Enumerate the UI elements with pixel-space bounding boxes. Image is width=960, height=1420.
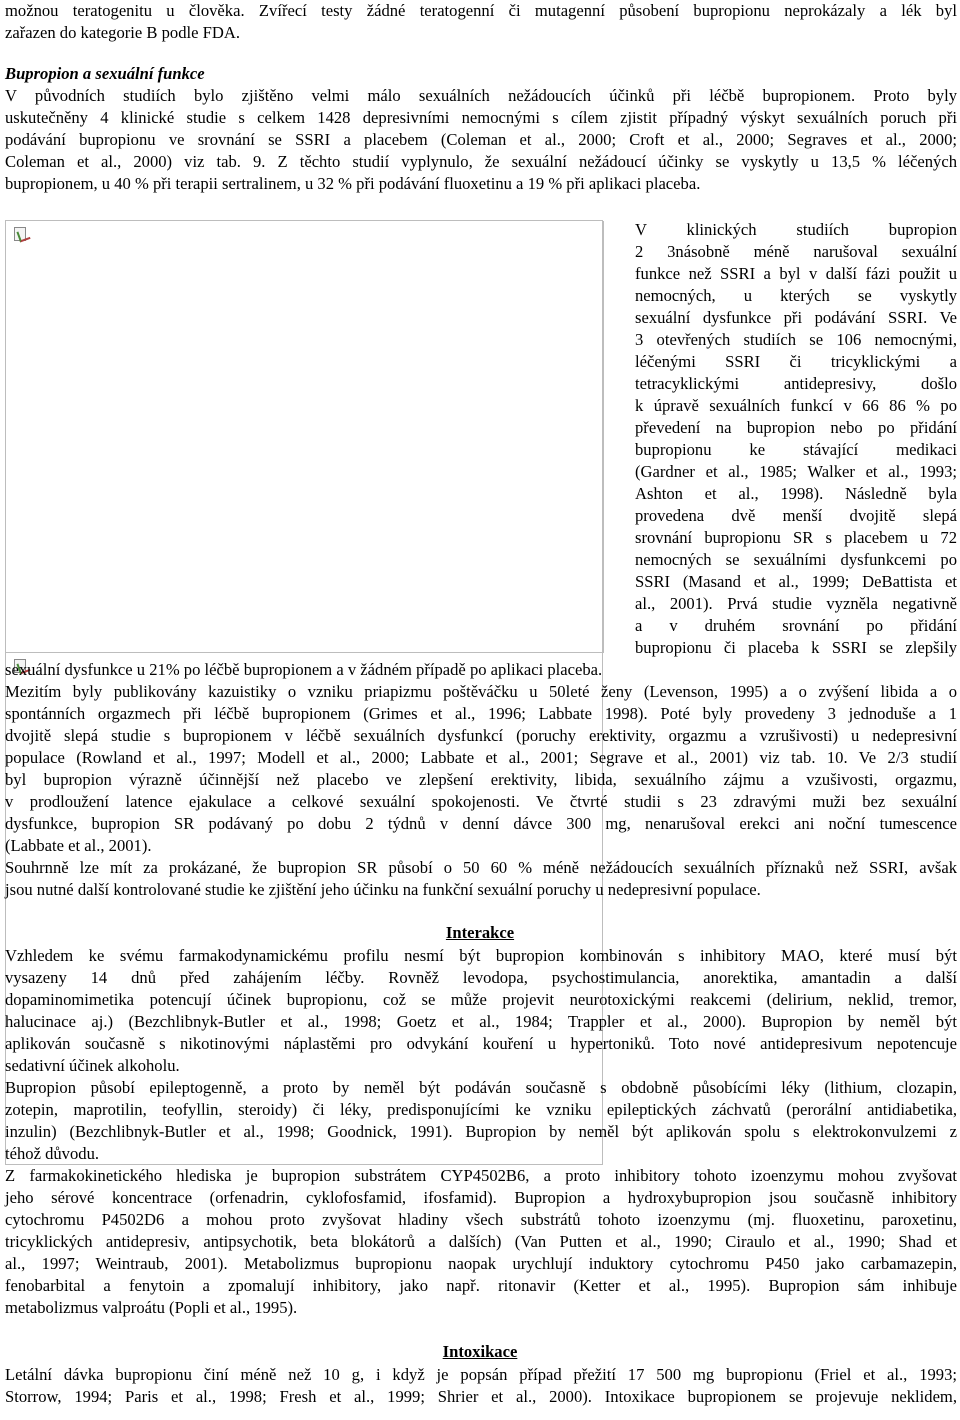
text-line: podávání bupropionu ve srovnání se SSRI a placebem (Coleman et al., 2000; Croft et al., 2000; Segraves et al., 2000; — [5, 130, 957, 149]
text-line: Letální dávka bupropionu činí méně než 10 g, i když je popsán případ přežití 17 500 mg bupropionu (Friel et al., 1993; — [5, 1365, 957, 1384]
text-line: tricyklických antidepresiv, antipsychotik, beta blokátorů a dalších) (Van Putten et al., 1990; Ciraulo et al., 1990; Shad et — [5, 1232, 957, 1251]
text-line: zotepin, maprotilin, teofyllin, steroidy) či léky, predisponujícími ke vzniku epileptických záchvatů (perorální antidiabetika, — [5, 1100, 957, 1119]
text-line: metabolizmus valproátu (Popli et al., 1995). — [5, 1298, 298, 1317]
text-line: spontánních orgazmech při léčbě bupropionem (Grimes et al., 1996; Labbate 1998). Poté byly provedeny 3 jednoduše a 1 — [5, 704, 957, 723]
column-line: k úpravě sexuálních funkcí v 66 86 % po — [635, 396, 957, 415]
section-title-interakce: Interakce — [445, 923, 515, 942]
text-line: zařazen do kategorie B podle FDA. — [5, 23, 240, 42]
column-line: tetracyklickými antidepresivy, došlo — [635, 374, 957, 393]
text-line: dysfunkce, bupropion SR podávaný po dobu 2 týdnů v denní dávce 300 mg, nenarušoval erekci ani noční tumescence — [5, 814, 957, 833]
column-line: a v druhém srovnání po přidání — [635, 616, 957, 635]
column-line: bupropionu ke stávající medikaci — [635, 440, 957, 459]
text-line: Coleman et al., 2000) viz tab. 9. Z těchto studií vyplynulo, že sexuální nežádoucí účinky se vyskytly u 13,5 % léčených — [5, 152, 957, 171]
column-line: 2 3násobně méně narušoval sexuální — [635, 242, 957, 261]
text-line: Vzhledem ke svému farmakodynamickému profilu nesmí být bupropion kombinován s inhibitory MAO, které musí být — [5, 946, 957, 965]
text-line: Mezitím byly publikovány kazuistiky o vzniku priapizmu poštěváčku u 50leté ženy (Levenson, 1995) a o zvýšení libida a o — [5, 682, 957, 701]
column-line: sexuální dysfunkce při podávání SSRI. Ve — [635, 308, 957, 327]
text-line: fenobarbital a fenytoin a zpomalují inhibitory, jako např. ritonavir (Ketter et al., 1995). Bupropion sám inhibuje — [5, 1276, 957, 1295]
text-line: možnou teratogenitu u člověka. Zvířecí testy žádné teratogenní či mutagenní působení bupropionu neprokázaly a lék byl — [5, 1, 957, 20]
column-line: bupropionu či placeba k SSRI se zlepšily — [635, 638, 957, 657]
section-heading: Bupropion a sexuální funkce — [5, 64, 205, 83]
column-line: V klinických studiích bupropion — [635, 220, 957, 239]
text-line: byl bupropion výrazně účinnější než placebo ve zlepšení erektivity, libida, sexuálního zájmu a vzušivosti, orgazmu, — [5, 770, 957, 789]
text-line: Storrow, 1994; Paris et al., 1998; Fresh et al., 1999; Shrier et al., 2000). Intoxikace bupropionem se projevuje neklidem, — [5, 1387, 957, 1406]
column-line: nemocných, u kterých se vyskytly — [635, 286, 957, 305]
column-line: nemocných se sexuálními dysfunkcemi po — [635, 550, 957, 569]
broken-image-inner — [6, 221, 604, 653]
text-line: (Labbate et al., 2001). — [5, 836, 152, 855]
column-line: funkce než SSRI a byl v další fázi použit u — [635, 264, 957, 283]
text-line: halucinace aj.) (Bezchlibnyk-Butler et al., 1998; Goetz et al., 1984; Trappler et al., 2000). Bupropion by neměl být — [5, 1012, 957, 1031]
column-line: (Gardner et al., 1985; Walker et al., 1993; — [635, 462, 957, 481]
column-line: SSRI (Masand et al., 1999; DeBattista et — [635, 572, 957, 591]
text-line: dvojitě slepá studie s bupropionem v léčbě sexuálních dysfunkcí (poruchy erektivity, orgazmu a vzrušivosti) u nedepresivní — [5, 726, 957, 745]
text-line: jeho sérové koncentrace (orfenadrin, cyklofosfamid, ifosfamid). Bupropion a hydroxybupropion jsou současně inhibitory — [5, 1188, 957, 1207]
text-line: aplikován současně s nikotinovými náplastěmi pro odvykání kouření u hypertoniků. Toto nové antidepresivum nepotencuje — [5, 1034, 957, 1053]
text-line: sedativní účinek alkoholu. — [5, 1056, 180, 1075]
text-line: al., 1997; Weintraub, 2001). Metabolizmus bupropionu naopak urychlují induktory cytochromu P450 jako carbamazepin, — [5, 1254, 957, 1273]
text-line: populace (Rowland et al., 1997; Modell et al., 2000; Labbate et al., 2001; Segrave et al., 2001) viz tab. 10. Ve 2/3 studií — [5, 748, 957, 767]
text-line: dopaminomimetika potencují účinek bupropionu, což se může projevit neurotoxickými reakcemi (delirium, neklid, tremor, — [5, 990, 957, 1009]
text-line: V původních studiích bylo zjištěno velmi málo sexuálních nežádoucích účinků při léčbě bupropionem. Proto byly — [5, 86, 957, 105]
text-line: Z farmakokinetického hlediska je bupropion substrátem CYP4502B6, a proto inhibitory tohoto izoenzymu mohou zvyšovat — [5, 1166, 957, 1185]
text-line: jsou nutné další kontrolované studie ke zjištění jeho účinku na funkční sexuální poruchy u nedepresivní populace. — [5, 880, 761, 899]
text-line: Souhrnně lze mít za prokázané, že bupropion SR působí o 50 60 % méně nežádoucích sexuálních příznaků než SSRI, avšak — [5, 858, 957, 877]
text-line: Bupropion působí epileptogenně, a proto by neměl být podáván současně s obdobně působícími léky (lithium, clozapin, — [5, 1078, 957, 1097]
broken-image-icon — [12, 227, 30, 243]
column-line: srovnání bupropionu SR s placebem u 72 — [635, 528, 957, 547]
text-line: sexuální dysfunkce u 21% po léčbě bupropionem a v žádném případě po aplikaci placeba. — [5, 660, 603, 679]
column-line: Ashton et al., 1998). Následně byla — [635, 484, 957, 503]
column-line: 3 otevřených studiích se 106 nemocnými, — [635, 330, 957, 349]
column-line: léčenými SSRI či tricyklickými a — [635, 352, 957, 371]
text-line: bupropionem, u 40 % při terapii sertralinem, u 32 % při podávání fluoxetinu a 19 % při aplikaci placeba. — [5, 174, 701, 193]
column-line: převedení na bupropion nebo po přidání — [635, 418, 957, 437]
column-line: provedena dvě menší dvojitě slepá — [635, 506, 957, 525]
text-line: vysazeny 14 dnů před zahájením léčby. Rovněž levodopa, psychostimulancia, anorektika, amantadin a další — [5, 968, 957, 987]
text-line: inzulin) (Bezchlibnyk-Butler et al., 1998; Goodnick, 1991). Bupropion by neměl být aplikován spolu s elektrokonvulzemi z — [5, 1122, 957, 1141]
text-line: téhož důvodu. — [5, 1144, 100, 1163]
column-line: al., 2001). Prvá studie vyzněla negativně — [635, 594, 957, 613]
text-line: uskutečněny 4 klinické studie s celkem 1428 depresivními nemocnými s cílem zjistit případný výskyt sexuálních poruch při — [5, 108, 957, 127]
section-title-intoxikace: Intoxikace — [442, 1342, 518, 1361]
text-line: cytochromu P4502D6 a mohou proto zvyšovat hladiny všech substrátů tohoto izoenzymu (mj. fluoxetinu, paroxetinu, — [5, 1210, 957, 1229]
text-line: v prodloužení latence ejakulace a celkové sexuální spokojenosti. Ve čtvrté studii s 23 zdravými muži bez sexuální — [5, 792, 957, 811]
